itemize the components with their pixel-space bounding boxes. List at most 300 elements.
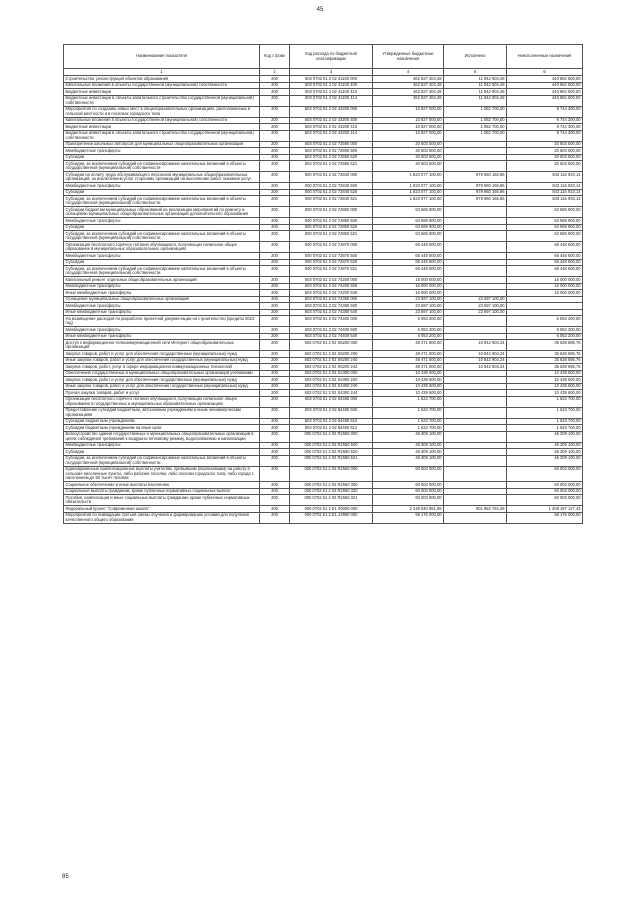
row-line-code: 200 bbox=[260, 259, 290, 266]
row-unexecuted: 20 603 500,00 bbox=[507, 141, 583, 148]
row-name: Субсидии бюджетным учреждениям на иные цели bbox=[64, 425, 260, 432]
column-header-name: Наименование показателя bbox=[64, 45, 260, 69]
row-budget-code: 000 0702 51 2 02 72870 520 bbox=[290, 259, 373, 266]
row-executed: 1 082 700,00 bbox=[444, 124, 507, 131]
row-line-code: 200 bbox=[260, 418, 290, 425]
row-line-code: 200 bbox=[260, 316, 290, 327]
row-approved: 46 309 100,00 bbox=[373, 455, 444, 466]
row-executed bbox=[444, 512, 507, 523]
row-approved: 10 827 000,00 bbox=[373, 117, 444, 124]
row-name: Социальные выплаты гражданам, кроме публичных нормативных социальных выплат bbox=[64, 488, 260, 495]
row-line-code: 200 bbox=[260, 141, 290, 148]
row-approved: 20 603 500,00 bbox=[373, 154, 444, 161]
row-unexecuted: 9 744 300,00 bbox=[507, 124, 583, 131]
row-budget-code: 603 0702 51 2 02 41100 414 bbox=[290, 95, 373, 106]
row-budget-code: 000 0702 51 2 02 R2550 521 bbox=[290, 455, 373, 466]
row-approved: 23 697 100,00 bbox=[373, 296, 444, 303]
row-approved: 46 309 100,00 bbox=[373, 431, 444, 442]
row-name: Прочая закупка товаров, работ и услуг bbox=[64, 390, 260, 397]
row-line-code: 200 bbox=[260, 224, 290, 231]
row-budget-code: 000 0702 51 2 02 72840 500 bbox=[290, 183, 373, 190]
row-name: Закупка товаров, работ и услуг для обеспечения государственных (муниципальных) нужд bbox=[64, 377, 260, 384]
row-budget-code: 603 0702 51 2 02 S6200 000 bbox=[290, 340, 373, 351]
row-name: Иные межбюджетные трансферты bbox=[64, 333, 260, 340]
row-unexecuted: 46 309 100,00 bbox=[507, 449, 583, 456]
row-unexecuted: 10 439 600,00 bbox=[507, 383, 583, 390]
row-line-code: 200 bbox=[260, 357, 290, 364]
row-approved: 60 003 000,00 bbox=[373, 466, 444, 482]
row-approved: 10 439 600,00 bbox=[373, 390, 444, 397]
row-approved: 60 003 000,00 bbox=[373, 495, 444, 506]
row-budget-code: 000 0702 51 2 02 R2550 520 bbox=[290, 449, 373, 456]
row-line-code: 200 bbox=[260, 95, 290, 106]
row-unexecuted: 35 628 695,76 bbox=[507, 364, 583, 371]
row-name: Бюджетные инвестиции bbox=[64, 89, 260, 96]
row-unexecuted: 46 309 100,00 bbox=[507, 442, 583, 449]
row-approved: 452 827 404,48 bbox=[373, 95, 444, 106]
row-unexecuted: 10 439 600,00 bbox=[507, 377, 583, 384]
row-budget-code: 000 0702 51 2 02 72850 500 bbox=[290, 218, 373, 225]
row-unexecuted: 16 000 000,00 bbox=[507, 277, 583, 284]
table-row bbox=[64, 266, 583, 277]
row-budget-code: 603 0702 51 2 02 41100 410 bbox=[290, 89, 373, 96]
row-line-code: 200 bbox=[260, 82, 290, 89]
table-body bbox=[64, 76, 583, 524]
row-budget-code: 000 0702 51 2 02 R2560 320 bbox=[290, 488, 373, 495]
row-budget-code: 603 0702 51 2 02 S6200 240 bbox=[290, 357, 373, 364]
row-budget-code: 603 0702 51 2 02 43200 410 bbox=[290, 124, 373, 131]
row-name: Субсидии бюджетным учреждениям bbox=[64, 418, 260, 425]
row-approved: 1 623 700,00 bbox=[373, 418, 444, 425]
row-name: Субсидии bbox=[64, 154, 260, 161]
row-line-code: 200 bbox=[260, 512, 290, 523]
row-budget-code: 000 0702 51 2 02 R2560 000 bbox=[290, 466, 373, 482]
row-unexecuted: 58 176 000,00 bbox=[507, 512, 583, 523]
row-approved: 10 439 600,00 bbox=[373, 370, 444, 377]
row-budget-code: 000 0702 51 2 E1 00000 000 bbox=[290, 506, 373, 513]
row-unexecuted: 60 003 000,00 bbox=[507, 466, 583, 482]
row-line-code: 200 bbox=[260, 309, 290, 316]
row-approved: 1 623 700,00 bbox=[373, 407, 444, 418]
row-name: Иные закупки товаров, работ и услуг для обеспечения государственных (муниципальных) нужд bbox=[64, 357, 260, 364]
row-unexecuted: 46 309 100,00 bbox=[507, 455, 583, 466]
row-approved: 462 827 404,48 bbox=[373, 89, 444, 96]
row-line-code: 200 bbox=[260, 442, 290, 449]
row-name: Межбюджетные трансферты bbox=[64, 183, 260, 190]
table-row bbox=[64, 95, 583, 106]
row-name: Субсидии bbox=[64, 259, 260, 266]
row-name: Межбюджетные трансферты bbox=[64, 303, 260, 310]
row-budget-code: 603 0702 51 2 02 41100 400 bbox=[290, 82, 373, 89]
table-row bbox=[64, 466, 583, 482]
table-row bbox=[64, 512, 583, 523]
row-executed bbox=[444, 266, 507, 277]
row-approved: 10 827 000,00 bbox=[373, 130, 444, 141]
row-approved: 6 053 200,00 bbox=[373, 327, 444, 334]
row-executed: 979 960 166,86 bbox=[444, 189, 507, 196]
row-line-code: 200 bbox=[260, 218, 290, 225]
row-executed: 11 942 904,48 bbox=[444, 95, 507, 106]
row-line-code: 200 bbox=[260, 290, 290, 297]
row-name: Межбюджетные трансферты bbox=[64, 253, 260, 260]
row-budget-code: 603 0702 51 2 02 84480 610 bbox=[290, 418, 373, 425]
row-unexecuted: 440 884 500,00 bbox=[507, 76, 583, 83]
row-approved: 63 569 900,00 bbox=[373, 231, 444, 242]
row-unexecuted: 1 408 187 127,43 bbox=[507, 506, 583, 513]
table-row bbox=[64, 130, 583, 141]
row-executed bbox=[444, 161, 507, 172]
row-line-code: 200 bbox=[260, 407, 290, 418]
row-executed: 11 942 904,48 bbox=[444, 89, 507, 96]
row-approved: 63 569 900,00 bbox=[373, 224, 444, 231]
row-budget-code: 603 0702 51 2 02 74380 000 bbox=[290, 296, 373, 303]
row-line-code: 200 bbox=[260, 253, 290, 260]
row-name: Бюджетные инвестиции в объекты капитального строительства государственной (муниципальной) собственности bbox=[64, 95, 260, 106]
row-approved: 10 439 600,00 bbox=[373, 383, 444, 390]
row-name: Иные межбюджетные трансферты bbox=[64, 290, 260, 297]
row-name: Закупка товаров, работ и услуг для обеспечения государственных (муниципальных) нужд bbox=[64, 351, 260, 358]
table-row bbox=[64, 407, 583, 418]
row-line-code: 200 bbox=[260, 482, 290, 489]
row-budget-code: 000 0702 51 2 02 R2560 300 bbox=[290, 482, 373, 489]
row-unexecuted: 60 003 000,00 bbox=[507, 488, 583, 495]
row-unexecuted: 843 116 933,14 bbox=[507, 189, 583, 196]
row-unexecuted: 20 603 500,00 bbox=[507, 154, 583, 161]
row-budget-code: 000 0702 51 2 02 72870 000 bbox=[290, 242, 373, 253]
row-approved: 16 000 000,00 bbox=[373, 283, 444, 290]
row-budget-code: 000 0702 51 2 02 72850 000 bbox=[290, 207, 373, 218]
row-budget-code: 603 0702 51 2 02 84480 600 bbox=[290, 407, 373, 418]
row-budget-code: 603 0702 51 2 02 72590 000 bbox=[290, 141, 373, 148]
row-name: Межбюджетные трансферты bbox=[64, 442, 260, 449]
row-approved: 2 249 840 851,95 bbox=[373, 506, 444, 513]
row-executed: 23 697 100,00 bbox=[444, 296, 507, 303]
table-row bbox=[64, 431, 583, 442]
row-line-code: 200 bbox=[260, 333, 290, 340]
column-header-budget-code: Код расхода по бюджетной классификации bbox=[290, 45, 373, 69]
row-line-code: 200 bbox=[260, 183, 290, 190]
row-executed: 1 082 700,00 bbox=[444, 130, 507, 141]
row-executed bbox=[444, 431, 507, 442]
row-unexecuted: 9 744 300,00 bbox=[507, 106, 583, 117]
table-row bbox=[64, 340, 583, 351]
row-unexecuted: 35 628 695,76 bbox=[507, 357, 583, 364]
row-budget-code: 603 0702 51 2 02 43200 400 bbox=[290, 117, 373, 124]
row-unexecuted: 65 448 600,00 bbox=[507, 253, 583, 260]
table-row bbox=[64, 455, 583, 466]
row-name: Мероприятия по созданию новых мест в общеобразовательных организациях, расположенных в сельской местности и в поселках городского типа bbox=[64, 106, 260, 117]
row-approved: 63 569 900,00 bbox=[373, 207, 444, 218]
row-unexecuted: 60 003 000,00 bbox=[507, 482, 583, 489]
table-row bbox=[64, 231, 583, 242]
row-name: Субсидии, за исключением субсидий на софинансирование капитальных вложений в объекты государственной (муниципальной) собственности bbox=[64, 455, 260, 466]
row-unexecuted: 63 569 900,00 bbox=[507, 207, 583, 218]
row-name: Капитальные вложения в объекты государственной (муниципальной) собственности bbox=[64, 82, 260, 89]
budget-execution-table bbox=[63, 44, 583, 524]
row-unexecuted: 65 448 600,00 bbox=[507, 242, 583, 253]
column-header-line-code: Код строки bbox=[260, 45, 290, 69]
row-budget-code: 603 0702 51 2 02 74380 540 bbox=[290, 309, 373, 316]
row-approved: 46 309 100,00 bbox=[373, 442, 444, 449]
row-unexecuted: 843 116 933,14 bbox=[507, 183, 583, 190]
row-budget-code: 603 0702 51 2 02 74380 500 bbox=[290, 303, 373, 310]
row-approved: 65 448 600,00 bbox=[373, 253, 444, 260]
row-approved: 16 000 000,00 bbox=[373, 277, 444, 284]
row-unexecuted: 63 569 900,00 bbox=[507, 218, 583, 225]
row-name: Бюджетные инвестиции bbox=[64, 124, 260, 131]
row-approved: 20 603 500,00 bbox=[373, 161, 444, 172]
row-executed: 10 842 904,24 bbox=[444, 364, 507, 371]
row-name: Межбюджетные трансферты bbox=[64, 218, 260, 225]
row-unexecuted: 1 623 700,00 bbox=[507, 418, 583, 425]
row-approved: 462 827 404,48 bbox=[373, 76, 444, 83]
row-unexecuted: 10 439 600,00 bbox=[507, 370, 583, 377]
row-approved: 60 003 000,00 bbox=[373, 488, 444, 495]
row-budget-code: 603 0702 51 2 02 74400 540 bbox=[290, 333, 373, 340]
row-name: Федеральный проект "Современная школа" bbox=[64, 506, 260, 513]
row-approved: 20 603 500,00 bbox=[373, 141, 444, 148]
row-budget-code: 603 0702 51 2 02 84480 000 bbox=[290, 396, 373, 407]
table-row bbox=[64, 242, 583, 253]
row-approved: 23 697 100,00 bbox=[373, 303, 444, 310]
row-name: На возмещение расходов по разработке проектной документации на строительство (кредиты 2023 год) bbox=[64, 316, 260, 327]
row-unexecuted: 63 569 900,00 bbox=[507, 224, 583, 231]
row-budget-code: 000 0702 51 2 02 72840 000 bbox=[290, 172, 373, 183]
row-budget-code: 000 0702 51 2 02 R2550 000 bbox=[290, 431, 373, 442]
row-approved: 6 053 200,00 bbox=[373, 333, 444, 340]
row-name: Субсидии, за исключением субсидий на софинансирование капитальных вложений в объекты государственной (муниципальной) собственности bbox=[64, 266, 260, 277]
row-line-code: 200 bbox=[260, 495, 290, 506]
row-unexecuted: 6 053 200,00 bbox=[507, 333, 583, 340]
row-name: Приобретение школьных автобусов для муниципальных общеобразовательных организаций bbox=[64, 141, 260, 148]
row-budget-code: 603 0702 51 2 02 74200 540 bbox=[290, 290, 373, 297]
row-name: Субсидии, за исключением субсидий на софинансирование капитальных вложений в объекты государственной (муниципальной) собственности bbox=[64, 161, 260, 172]
row-approved: 58 176 000,00 bbox=[373, 512, 444, 523]
row-line-code: 200 bbox=[260, 130, 290, 141]
row-executed: 10 842 904,24 bbox=[444, 357, 507, 364]
row-budget-code: 000 0702 51 2 02 R2550 500 bbox=[290, 442, 373, 449]
row-executed: 979 960 166,86 bbox=[444, 196, 507, 207]
row-name: Социальное обеспечение и иные выплаты населению bbox=[64, 482, 260, 489]
table-header-row bbox=[64, 45, 583, 69]
row-approved: 48 471 600,00 bbox=[373, 364, 444, 371]
row-unexecuted: 63 569 900,00 bbox=[507, 231, 583, 242]
column-header-executed: Исполнено bbox=[444, 45, 507, 69]
row-budget-code: 603 0702 51 2 02 74400 000 bbox=[290, 316, 373, 327]
row-line-code: 200 bbox=[260, 117, 290, 124]
row-name: Предоставление субсидий бюджетным, автономным учреждениям и иным некоммерческим организациям bbox=[64, 407, 260, 418]
row-executed: 11 942 904,48 bbox=[444, 76, 507, 83]
row-line-code: 200 bbox=[260, 364, 290, 371]
row-name: Иные межбюджетные трансферты bbox=[64, 309, 260, 316]
row-executed: 23 697 100,00 bbox=[444, 303, 507, 310]
row-line-code: 200 bbox=[260, 327, 290, 334]
row-name: Закупка товаров, работ, услуг в сфере информационно-коммуникационных технологий bbox=[64, 364, 260, 371]
row-line-code: 200 bbox=[260, 396, 290, 407]
row-approved: 1 823 077 100,00 bbox=[373, 189, 444, 196]
row-approved: 1 623 700,00 bbox=[373, 396, 444, 407]
row-budget-code: 603 0702 51 2 02 43200 414 bbox=[290, 130, 373, 141]
row-executed bbox=[444, 316, 507, 327]
row-line-code: 200 bbox=[260, 207, 290, 218]
row-executed: 11 942 904,48 bbox=[444, 82, 507, 89]
table-row bbox=[64, 196, 583, 207]
table-row bbox=[64, 161, 583, 172]
row-line-code: 200 bbox=[260, 431, 290, 442]
row-budget-code: 603 0702 51 2 02 S4300 200 bbox=[290, 377, 373, 384]
row-budget-code: 603 0702 51 2 02 S4300 240 bbox=[290, 383, 373, 390]
table-row bbox=[64, 316, 583, 327]
row-unexecuted: 9 744 300,00 bbox=[507, 117, 583, 124]
row-line-code: 200 bbox=[260, 488, 290, 495]
row-line-code: 200 bbox=[260, 351, 290, 358]
column-index: 4 bbox=[373, 69, 444, 76]
row-approved: 46 309 100,00 bbox=[373, 449, 444, 456]
row-approved: 48 471 600,00 bbox=[373, 340, 444, 351]
row-line-code: 200 bbox=[260, 506, 290, 513]
row-executed: 979 960 166,86 bbox=[444, 183, 507, 190]
row-unexecuted: 20 603 500,00 bbox=[507, 161, 583, 172]
row-line-code: 200 bbox=[260, 455, 290, 466]
row-unexecuted: 35 628 695,76 bbox=[507, 340, 583, 351]
row-budget-code: 603 0702 51 2 02 43200 000 bbox=[290, 106, 373, 117]
table-row bbox=[64, 207, 583, 218]
row-unexecuted: 1 623 700,00 bbox=[507, 407, 583, 418]
row-unexecuted: 65 448 600,00 bbox=[507, 266, 583, 277]
row-budget-code: 603 0702 51 2 02 72590 521 bbox=[290, 161, 373, 172]
row-line-code: 200 bbox=[260, 466, 290, 482]
row-budget-code: 000 0702 51 2 02 72850 521 bbox=[290, 231, 373, 242]
row-line-code: 200 bbox=[260, 296, 290, 303]
row-name: Капитальные вложения в объекты государственной (муниципальной) собственности bbox=[64, 117, 260, 124]
column-index: 5 bbox=[444, 69, 507, 76]
row-name: Единовременные компенсационные выплаты учителям, прибывшим (переехавшим) на работу в сельские населенные пункты, либо рабочие поселки, либо поселки городского типа, либо города с населением до 50 тысяч человек bbox=[64, 466, 260, 482]
column-index: 1 bbox=[64, 69, 260, 76]
table-row bbox=[64, 396, 583, 407]
row-unexecuted: 440 884 500,00 bbox=[507, 82, 583, 89]
column-index: 2 bbox=[260, 69, 290, 76]
row-line-code: 200 bbox=[260, 106, 290, 117]
row-unexecuted: 1 623 700,00 bbox=[507, 425, 583, 432]
row-executed: 23 697 100,00 bbox=[444, 309, 507, 316]
row-line-code: 200 bbox=[260, 154, 290, 161]
row-budget-code: 603 0702 51 2 02 S4300 244 bbox=[290, 390, 373, 397]
row-name: Субсидии bbox=[64, 224, 260, 231]
row-unexecuted: 20 603 500,00 bbox=[507, 148, 583, 155]
row-budget-code: 603 0702 51 2 02 74400 500 bbox=[290, 327, 373, 334]
column-header-approved: Утвержденные бюджетные назначения bbox=[373, 45, 444, 69]
row-executed bbox=[444, 396, 507, 407]
row-name: Субсидии бюджетам муниципальных образований на реализацию мероприятий по ремонту и оснащению муниципальных общеобразовательных организаций дополнительного образования bbox=[64, 207, 260, 218]
row-budget-code: 603 0702 51 2 02 S6200 242 bbox=[290, 364, 373, 371]
table-row bbox=[64, 495, 583, 506]
row-budget-code: 000 0702 51 2 E1 42990 000 bbox=[290, 512, 373, 523]
row-name: Субсидии, за исключением субсидий на софинансирование капитальных вложений в объекты государственной (муниципальной) собственности bbox=[64, 231, 260, 242]
row-name: Субсидии bbox=[64, 189, 260, 196]
row-name: Доступ к информационно-телекоммуникационной сети Интернет общеобразовательных организаций bbox=[64, 340, 260, 351]
row-unexecuted: 9 744 300,00 bbox=[507, 130, 583, 141]
row-line-code: 200 bbox=[260, 161, 290, 172]
row-line-code: 200 bbox=[260, 377, 290, 384]
row-budget-code: 000 0702 51 2 02 72870 521 bbox=[290, 266, 373, 277]
row-approved: 10 439 600,00 bbox=[373, 377, 444, 384]
row-unexecuted: 10 439 600,00 bbox=[507, 390, 583, 397]
row-name: Мероприятия по ликвидации третьей смены обучения и формированию условий для получения качественного общего образования bbox=[64, 512, 260, 523]
row-name: Субсидии на оплату труда обслуживающего персонала муниципальных общеобразовательных организаций, за исключением услуг сторонних организаций на выполнение работ оказание услуг bbox=[64, 172, 260, 183]
row-budget-code: 000 0702 51 2 02 R2560 321 bbox=[290, 495, 373, 506]
row-executed bbox=[444, 231, 507, 242]
row-unexecuted: 6 053 200,00 bbox=[507, 327, 583, 334]
row-unexecuted: 1 623 700,00 bbox=[507, 396, 583, 407]
row-name: Межбюджетные трансферты bbox=[64, 327, 260, 334]
row-approved: 1 623 700,00 bbox=[373, 425, 444, 432]
footer-page-number: 85 bbox=[62, 874, 69, 880]
row-approved: 48 471 600,00 bbox=[373, 357, 444, 364]
row-line-code: 200 bbox=[260, 340, 290, 351]
row-name: Организация бесплатного горячего питания обучающихся, получающих начальное общее образование в государственных и муниципальных образовательных организациях bbox=[64, 396, 260, 407]
column-index: 3 bbox=[290, 69, 373, 76]
table-row bbox=[64, 106, 583, 117]
row-line-code: 200 bbox=[260, 89, 290, 96]
row-name: Строительство, реконструкция объектов образования bbox=[64, 76, 260, 83]
row-unexecuted: 440 884 500,00 bbox=[507, 95, 583, 106]
row-budget-code: 603 0702 51 2 02 S6200 200 bbox=[290, 351, 373, 358]
row-line-code: 200 bbox=[260, 196, 290, 207]
row-executed bbox=[444, 242, 507, 253]
row-executed bbox=[444, 455, 507, 466]
row-budget-code: 603 0702 51 2 02 72590 520 bbox=[290, 154, 373, 161]
row-line-code: 200 bbox=[260, 266, 290, 277]
row-line-code: 200 bbox=[260, 449, 290, 456]
row-name: Иные закупки товаров, работ и услуг для обеспечения государственных (муниципальных) нужд bbox=[64, 383, 260, 390]
row-line-code: 200 bbox=[260, 231, 290, 242]
column-index: 6 bbox=[507, 69, 583, 76]
row-name: Субсидии, за исключением субсидий на софинансирование капитальных вложений в объекты государственной (муниципальной) собственности bbox=[64, 196, 260, 207]
row-line-code: 200 bbox=[260, 283, 290, 290]
row-approved: 6 053 200,00 bbox=[373, 316, 444, 327]
row-name: Межбюджетные трансферты bbox=[64, 148, 260, 155]
row-name: Благоустройство зданий государственных и муниципальных общеобразовательных организаций в целях соблюдения требований к воздушно-тепловому режиму, водоснабжению и канализации bbox=[64, 431, 260, 442]
row-name: Субсидии bbox=[64, 449, 260, 456]
row-line-code: 200 bbox=[260, 124, 290, 131]
column-index-row bbox=[64, 69, 583, 76]
row-line-code: 200 bbox=[260, 370, 290, 377]
row-line-code: 200 bbox=[260, 148, 290, 155]
row-line-code: 200 bbox=[260, 172, 290, 183]
row-name: Организация бесплатного горячего питания обучающихся, получающих начальное общее образование в муниципальных образовательных организациях bbox=[64, 242, 260, 253]
row-approved: 65 448 600,00 bbox=[373, 266, 444, 277]
row-name: Межбюджетные трансферты bbox=[64, 283, 260, 290]
row-unexecuted: 16 000 000,00 bbox=[507, 283, 583, 290]
row-line-code: 200 bbox=[260, 383, 290, 390]
row-name: Бюджетные инвестиции в объекты капитального строительства государственной (муниципальной) собственности bbox=[64, 130, 260, 141]
row-approved: 48 471 600,00 bbox=[373, 351, 444, 358]
row-unexecuted: 65 448 600,00 bbox=[507, 259, 583, 266]
row-executed bbox=[444, 407, 507, 418]
row-line-code: 200 bbox=[260, 242, 290, 253]
row-approved: 65 448 600,00 bbox=[373, 242, 444, 253]
row-line-code: 200 bbox=[260, 76, 290, 83]
row-approved: 16 000 000,00 bbox=[373, 290, 444, 297]
row-budget-code: 000 0702 51 2 02 72840 520 bbox=[290, 189, 373, 196]
row-name: Капитальный ремонт отдельных общеобразовательных организаций bbox=[64, 277, 260, 284]
row-executed: 901 653 764,45 bbox=[444, 506, 507, 513]
row-approved: 60 003 000,00 bbox=[373, 482, 444, 489]
row-approved: 462 827 404,48 bbox=[373, 82, 444, 89]
row-budget-code: 000 0702 51 2 02 72840 521 bbox=[290, 196, 373, 207]
row-executed: 1 082 700,00 bbox=[444, 117, 507, 124]
row-approved: 1 823 077 100,00 bbox=[373, 172, 444, 183]
